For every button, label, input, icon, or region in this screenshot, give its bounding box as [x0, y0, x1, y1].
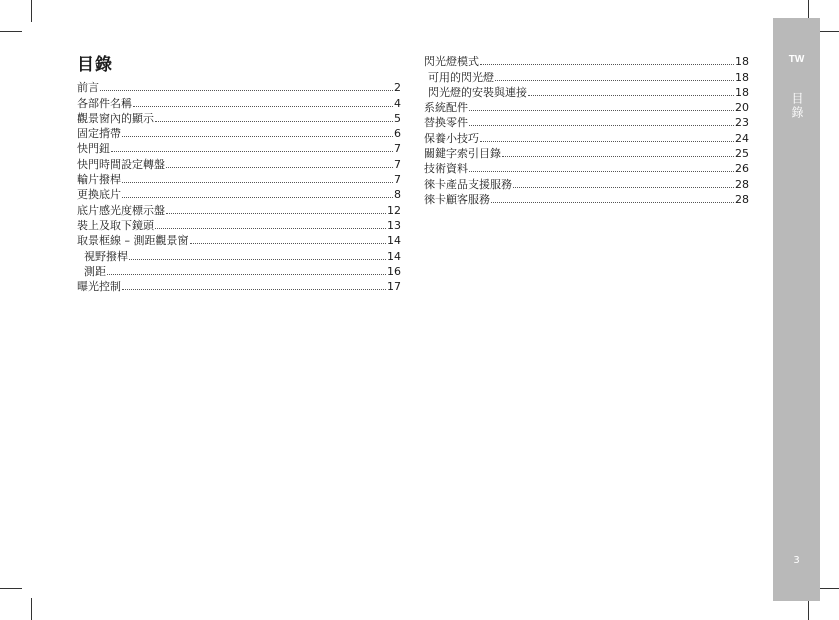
- toc-right-column: [424, 53, 749, 206]
- toc-entry[interactable]: 裝上及取下鏡頭 13: [77, 218, 401, 232]
- crop-mark: [31, 0, 32, 22]
- toc-entry[interactable]: 替換零件 23: [424, 116, 749, 130]
- toc-entry[interactable]: 取景框線 – 測距觀景窗 14: [77, 234, 401, 248]
- toc-entry[interactable]: 輸片撥桿 7: [77, 173, 401, 187]
- section-tab: [773, 18, 820, 601]
- page-number: 3: [793, 555, 800, 566]
- crop-mark: [817, 31, 839, 32]
- toc-subentry[interactable]: 測距 16: [84, 264, 401, 278]
- toc-entry[interactable]: 徠卡產品支援服務 28: [424, 177, 749, 191]
- toc-subentry[interactable]: 可用的閃光燈 18: [428, 70, 749, 84]
- toc-entry[interactable]: 閃光燈模式 18: [424, 55, 749, 69]
- toc-subentry[interactable]: 視野撥桿 14: [84, 249, 401, 263]
- toc-entry[interactable]: 前言 2: [77, 81, 401, 95]
- toc-entry[interactable]: 底片感光度標示盤 12: [77, 203, 401, 217]
- toc-entry[interactable]: 觀景窗內的顯示 5: [77, 111, 401, 125]
- toc-left-column: [77, 79, 401, 293]
- crop-mark: [0, 31, 22, 32]
- toc-entry[interactable]: 更換底片 8: [77, 188, 401, 202]
- toc-entry[interactable]: 保養小技巧 24: [424, 131, 749, 145]
- toc-entry[interactable]: 曝光控制 17: [77, 280, 401, 294]
- toc-entry[interactable]: 徠卡顧客服務 28: [424, 192, 749, 206]
- toc-entry[interactable]: 固定揹帶 6: [77, 127, 401, 141]
- toc-entry[interactable]: 各部件名稱 4: [77, 96, 401, 110]
- crop-mark: [0, 588, 22, 589]
- crop-mark: [31, 598, 32, 620]
- section-label: 目錄: [790, 92, 804, 120]
- toc-entry[interactable]: 技術資料 26: [424, 162, 749, 176]
- language-code: TW: [788, 54, 805, 65]
- toc-entry[interactable]: 快門時間設定轉盤 7: [77, 157, 401, 171]
- toc-entry[interactable]: 快門鈕 7: [77, 142, 401, 156]
- toc-entry[interactable]: 系統配件 20: [424, 101, 749, 115]
- toc-subentry[interactable]: 閃光燈的安裝與連接 18: [428, 85, 749, 99]
- crop-mark: [808, 598, 809, 620]
- toc-entry[interactable]: 關鍵字索引目錄 25: [424, 147, 749, 161]
- crop-mark: [817, 588, 839, 589]
- page-title: 目錄: [77, 55, 113, 75]
